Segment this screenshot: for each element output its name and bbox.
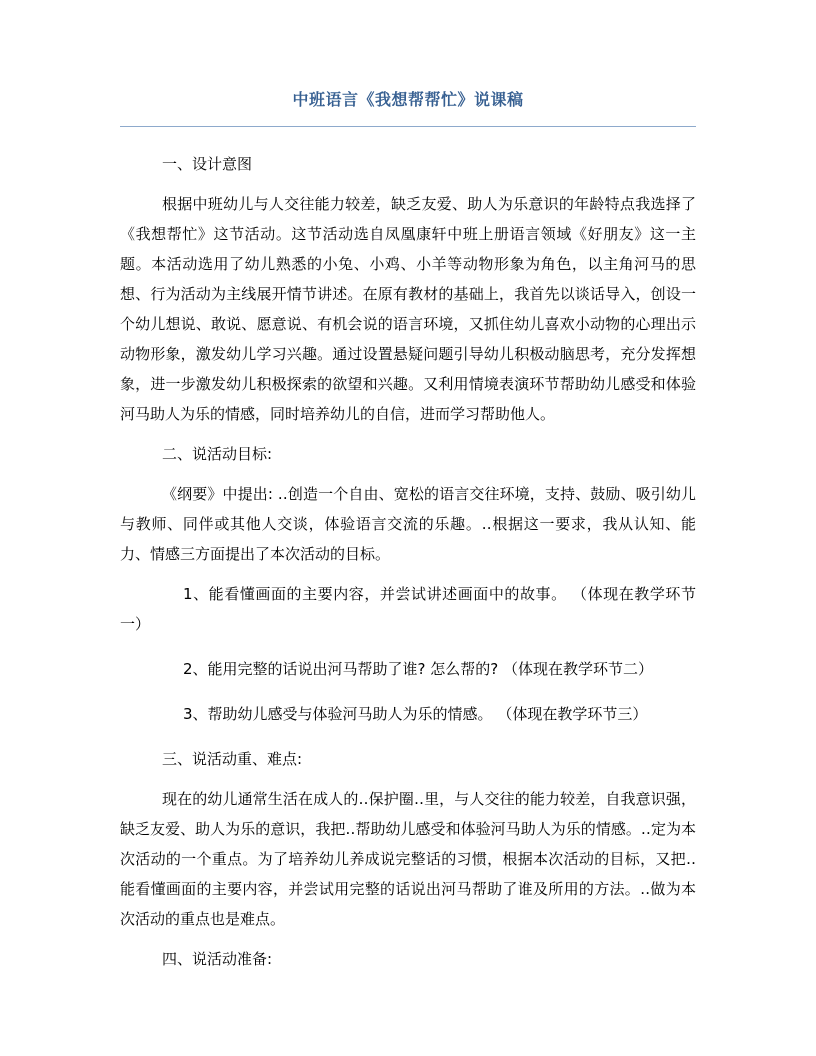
list-item: 1、能看懂画面的主要内容，并尝试讲述画面中的故事。 （体现在教学环节一） [120,585,696,633]
list-item: 3、帮助幼儿感受与体验河马助人为乐的情感。 （体现在教学环节三） [183,705,648,723]
list-item: 2、能用完整的话说出河马帮助了谁? 怎么帮的? （体现在教学环节二） [183,660,654,678]
section-heading: 二、说活动目标: [162,445,273,463]
paragraph: 现在的幼儿通常生活在成人的‥保护圈‥里，与人交往的能力较差，自我意识强，缺乏友爱、助人为乐的意识，我把‥帮助幼儿感受和体验河马助人为乐的情感。‥定为本次活动的一个重点。为了培养幼儿养成说完整话的习惯，根据本次活动的目标，又把‥能看懂画面的主要内容，并尝试用完整的话说出河马帮助了谁及所用的方法。‥做为本次活动的重点也是难点。 [120,790,696,928]
paragraph: 《纲要》中提出: ‥创造一个自由、宽松的语言交往环境，支持、鼓励、吸引幼儿与教师、同伴或其他人交谈，体验语言交流的乐趣。‥根据这一要求，我从认知、能力、情感三方面提出了本次活动的目标。 [120,485,696,563]
title-divider [120,126,696,127]
section-heading: 四、说活动准备: [162,950,273,968]
document-body [120,149,696,974]
paragraph: 根据中班幼儿与人交往能力较差，缺乏友爱、助人为乐意识的年龄特点我选择了《我想帮忙》这节活动。这节活动选自凤凰康轩中班上册语言领域《好朋友》这一主题。本活动选用了幼儿熟悉的小兔、小鸡、小羊等动物形象为角色，以主角河马的思想、行为活动为主线展开情节讲述。在原有教材的基础上，我首先以谈话导入，创设一个幼儿想说、敢说、愿意说、有机会说的语言环境，又抓住幼儿喜欢小动物的心理出示动物形象，激发幼儿学习兴趣。通过设置悬疑问题引导幼儿积极动脑思考，充分发挥想象，进一步激发幼儿积极探索的欲望和兴趣。又利用情境表演环节帮助幼儿感受和体验河马助人为乐的情感，同时培养幼儿的自信，进而学习帮助他人。 [120,195,696,423]
document-title: 中班语言《我想帮帮忙》说课稿 [292,90,524,109]
section-heading: 一、设计意图 [162,155,253,173]
section-heading: 三、说活动重、难点: [162,750,303,768]
